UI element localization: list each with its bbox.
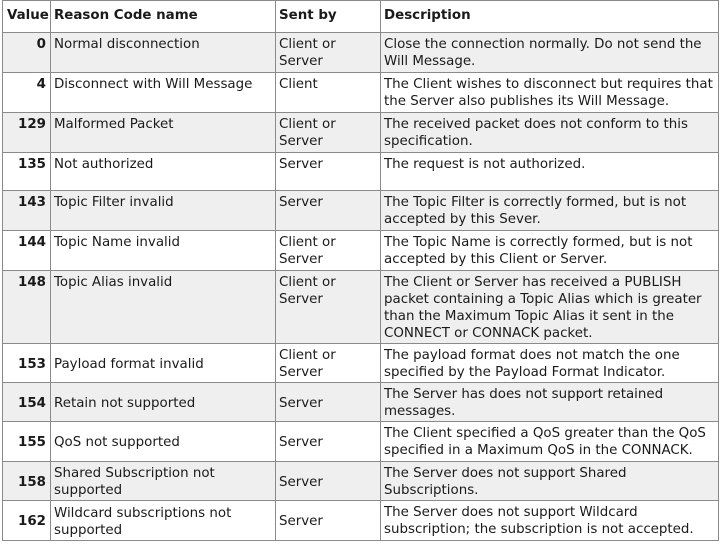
- cell-value: 162: [3, 501, 51, 541]
- cell-value: 129: [3, 113, 51, 153]
- cell-reason-code-name: Payload format invalid: [51, 344, 276, 383]
- table-row: [3, 33, 719, 73]
- cell-reason-code-name: Not authorized: [51, 153, 276, 191]
- cell-sent-by: Client or Server: [276, 344, 381, 383]
- cell-reason-code-name: QoS not supported: [51, 422, 276, 462]
- cell-sent-by: Server: [276, 191, 381, 231]
- cell-reason-code-name: Topic Alias invalid: [51, 271, 276, 344]
- cell-sent-by: Client or Server: [276, 113, 381, 153]
- table-row: [3, 344, 719, 383]
- cell-reason-code-name: Normal disconnection: [51, 33, 276, 73]
- table-row: [3, 271, 719, 344]
- cell-sent-by: Server: [276, 153, 381, 191]
- table-row: [3, 383, 719, 422]
- cell-sent-by: Client: [276, 73, 381, 113]
- cell-reason-code-name: Topic Name invalid: [51, 231, 276, 271]
- cell-reason-code-name: Disconnect with Will Message: [51, 73, 276, 113]
- cell-value: 4: [3, 73, 51, 113]
- table-header-row: [3, 1, 719, 33]
- reason-code-table: [2, 0, 719, 541]
- cell-value: 154: [3, 383, 51, 422]
- cell-reason-code-name: Shared Subscription not supported: [51, 462, 276, 501]
- table-row: [3, 113, 719, 153]
- cell-description: The request is not authorized.: [381, 153, 719, 191]
- cell-value: 0: [3, 33, 51, 73]
- cell-description: The Client specified a QoS greater than the QoS specified in a Maximum QoS in the CONNACK.: [381, 422, 719, 462]
- cell-description: The payload format does not match the one specified by the Payload Format Indicator.: [381, 344, 719, 383]
- cell-sent-by: Server: [276, 422, 381, 462]
- cell-description: The Topic Name is correctly formed, but is not accepted by this Client or Server.: [381, 231, 719, 271]
- header-description: Description: [381, 1, 719, 33]
- cell-reason-code-name: Topic Filter invalid: [51, 191, 276, 231]
- header-sent-by: Sent by: [276, 1, 381, 33]
- cell-value: 148: [3, 271, 51, 344]
- table-row: [3, 153, 719, 191]
- cell-value: 158: [3, 462, 51, 501]
- cell-value: 143: [3, 191, 51, 231]
- table-row: [3, 501, 719, 541]
- table-row: [3, 422, 719, 462]
- table-row: [3, 231, 719, 271]
- cell-description: The Client wishes to disconnect but requires that the Server also publishes its Will Message.: [381, 73, 719, 113]
- cell-description: The received packet does not conform to this specification.: [381, 113, 719, 153]
- cell-sent-by: Server: [276, 383, 381, 422]
- cell-description: The Client or Server has received a PUBLISH packet containing a Topic Alias which is greater than the Maximum Topic Alias it sent in the CONNECT or CONNACK packet.: [381, 271, 719, 344]
- cell-value: 144: [3, 231, 51, 271]
- cell-sent-by: Client or Server: [276, 231, 381, 271]
- header-reason-code-name: Reason Code name: [51, 1, 276, 33]
- cell-sent-by: Client or Server: [276, 271, 381, 344]
- table-row: [3, 73, 719, 113]
- cell-description: The Topic Filter is correctly formed, but is not accepted by this Sever.: [381, 191, 719, 231]
- cell-description: The Server does not support Shared Subscriptions.: [381, 462, 719, 501]
- cell-value: 135: [3, 153, 51, 191]
- cell-value: 155: [3, 422, 51, 462]
- cell-reason-code-name: Wildcard subscriptions not supported: [51, 501, 276, 541]
- cell-description: The Server does not support Wildcard subscription; the subscription is not accepted.: [381, 501, 719, 541]
- cell-description: The Server has does not support retained messages.: [381, 383, 719, 422]
- header-value: Value: [3, 1, 51, 33]
- cell-sent-by: Client or Server: [276, 33, 381, 73]
- table-row: [3, 191, 719, 231]
- cell-sent-by: Server: [276, 462, 381, 501]
- cell-sent-by: Server: [276, 501, 381, 541]
- cell-reason-code-name: Malformed Packet: [51, 113, 276, 153]
- cell-reason-code-name: Retain not supported: [51, 383, 276, 422]
- cell-value: 153: [3, 344, 51, 383]
- table-row: [3, 462, 719, 501]
- cell-description: Close the connection normally. Do not send the Will Message.: [381, 33, 719, 73]
